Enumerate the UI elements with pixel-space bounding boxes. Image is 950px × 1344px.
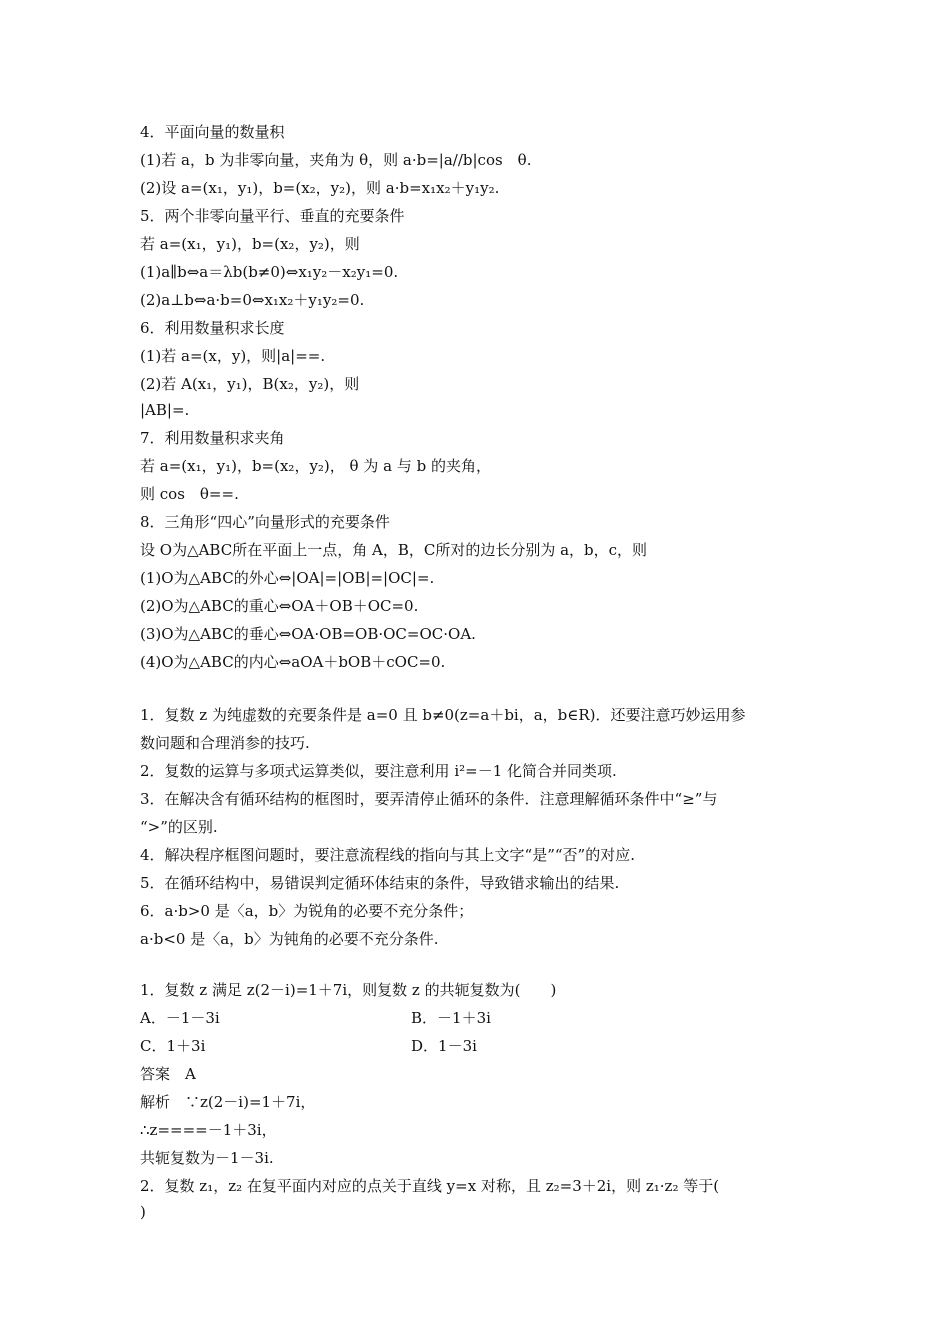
heading-5: 5．两个非零向量平行、垂直的充要条件 [140,207,405,225]
text-line: 1．复数 z 为纯虚数的充要条件是 a=0 且 b≠0(z=a＋bi，a，b∈R)．还要注意巧妙运用参 [140,706,746,724]
text-line: (1)若 a，b 为非零向量，夹角为 θ，则 a·b=|a//b|cos θ. [140,151,532,169]
text-line: ∴z====－1＋3i， [140,1121,277,1139]
text-line: “>”的区别. [140,818,218,836]
option-c: C．1＋3i [140,1037,206,1055]
text-line: 则 cos θ==. [140,485,239,503]
text-line: (3)O为△ABC的垂心⇔OA·OB=OB·OC=OC·OA. [140,625,476,643]
text-line: (2)设 a=(x₁，y₁)，b=(x₂，y₂)，则 a·b=x₁x₂＋y₁y₂. [140,179,500,197]
answer: 答案 A [140,1065,196,1083]
text-line: 6．a·b>0 是〈a，b〉为锐角的必要不充分条件； [140,902,474,920]
text-line: 5．在循环结构中，易错误判定循环体结束的条件，导致错求输出的结果. [140,874,620,892]
text-line: (1)O为△ABC的外心⇔|OA|=|OB|=|OC|=. [140,569,435,587]
text-line: (2)a⊥b⇔a·b=0⇔x₁x₂＋y₁y₂=0. [140,291,365,309]
text-line: 3．在解决含有循环结构的框图时，要弄清停止循环的条件．注意理解循环条件中“≥”与 [140,790,718,808]
text-line: 4．解决程序框图问题时，要注意流程线的指向与其上文字“是”“否”的对应. [140,846,635,864]
text-line: 2．复数的运算与多项式运算类似，要注意利用 i²=－1 化简合并同类项. [140,762,617,780]
text-line: 共轭复数为－1－3i. [140,1149,274,1167]
option-b: B．－1＋3i [411,1009,491,1027]
text-line: (4)O为△ABC的内心⇔aOA＋bOB＋cOC=0. [140,653,446,671]
text-line: (1)a∥b⇔a＝λb(b≠0)⇔x₁y₂－x₂y₁=0. [140,263,399,281]
text-line: a·b<0 是〈a，b〉为钝角的必要不充分条件. [140,930,439,948]
text-line: (2)若 A(x₁，y₁)，B(x₂，y₂)，则 [140,375,360,393]
text-line: 若 a=(x₁，y₁)，b=(x₂，y₂)， θ 为 a 与 b 的夹角， [140,457,491,475]
question-2: 2．复数 z₁，z₂ 在复平面内对应的点关于直线 y=x 对称，且 z₂=3＋2i，则 z₁·z₂ 等于( [140,1177,720,1195]
text-line: (1)若 a=(x，y)，则|a|==. [140,347,326,365]
heading-4: 4．平面向量的数量积 [140,123,285,141]
question-1: 1．复数 z 满足 z(2－i)=1＋7i，则复数 z 的共轭复数为( ) [140,981,557,999]
text-line: 若 a=(x₁，y₁)，b=(x₂，y₂)，则 [140,235,360,253]
option-d: D．1－3i [411,1037,477,1055]
text-line: 数问题和合理消参的技巧. [140,734,310,752]
option-a: A．－1－3i [140,1009,220,1027]
heading-7: 7．利用数量积求夹角 [140,429,285,447]
text-line: (2)O为△ABC的重心⇔OA＋OB＋OC=0. [140,597,419,615]
text-line: 设 O为△ABC所在平面上一点，角 A，B，C所对的边长分别为 a，b，c，则 [140,541,648,559]
heading-8: 8．三角形“四心”向量形式的充要条件 [140,513,390,531]
text-line: |AB|=. [140,401,190,419]
heading-6: 6．利用数量积求长度 [140,319,285,337]
analysis: 解析 ∵z(2－i)=1＋7i， [140,1093,316,1111]
text-line: ) [140,1203,146,1221]
